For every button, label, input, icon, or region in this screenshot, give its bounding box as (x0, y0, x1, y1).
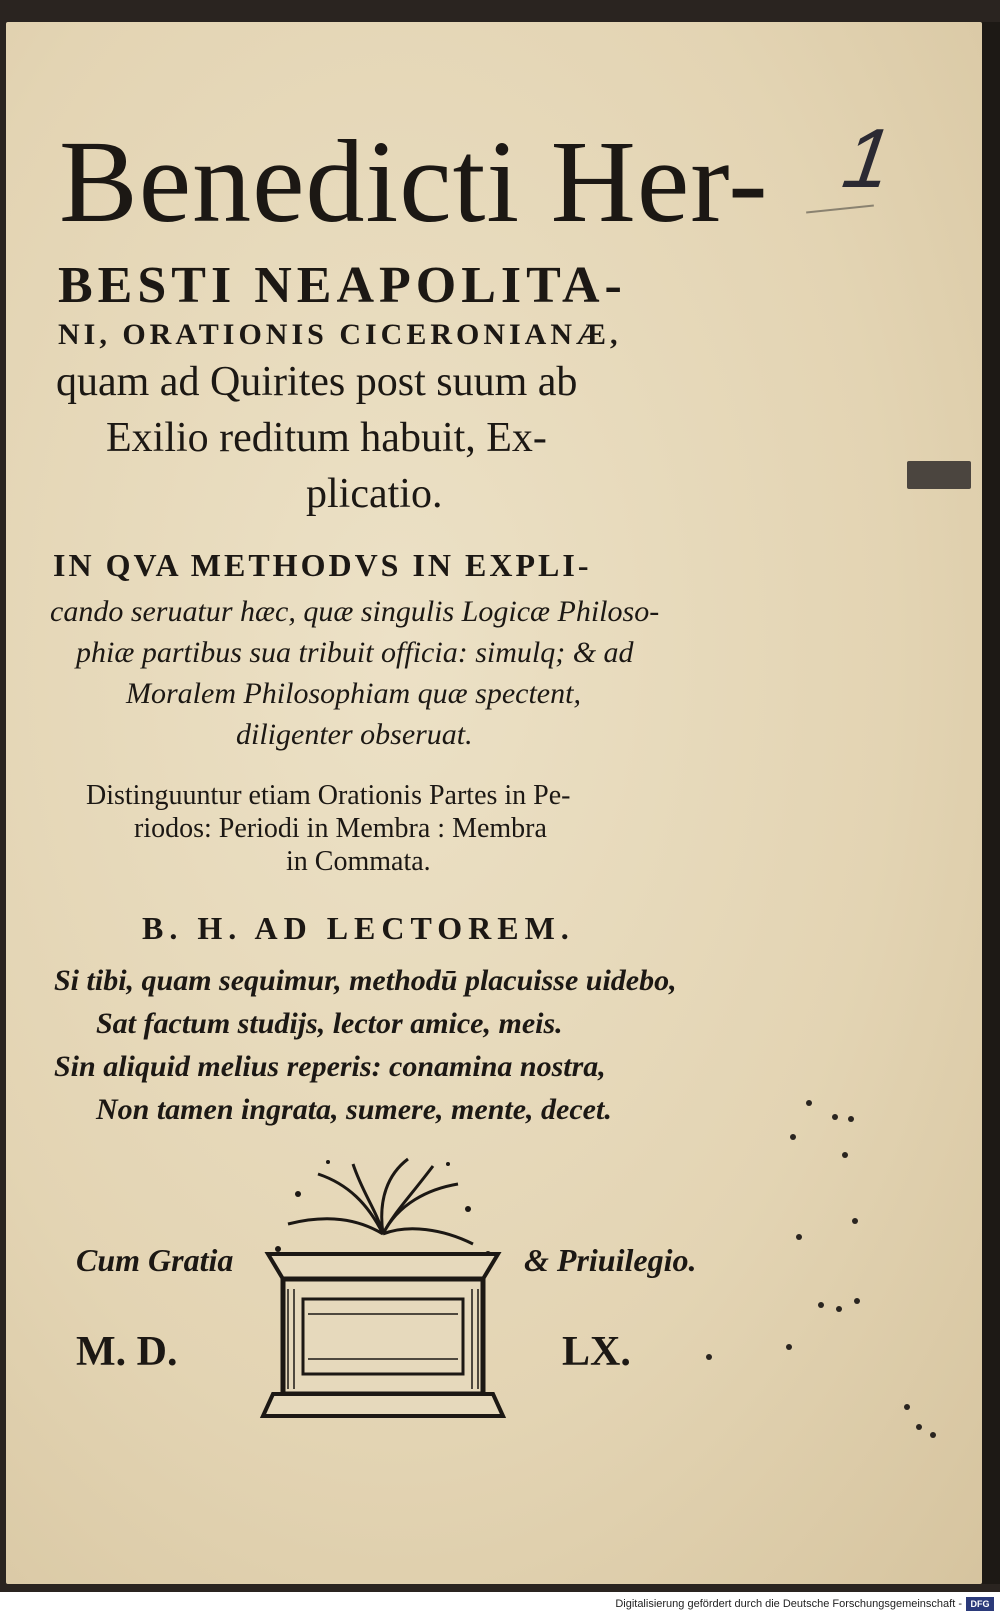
division-line-1: Distinguuntur etiam Orationis Partes in Pe- (86, 780, 571, 811)
verse-line-1: Si tibi, quam sequimur, methodū placuisse uidebo, (54, 964, 677, 997)
title-line-4: quam ad Quirites post suum ab (56, 359, 578, 405)
title-line-2: BESTI NEAPOLITA- (58, 257, 627, 314)
title-line-3: NI, ORATIONIS CICERONIANÆ, (58, 318, 622, 351)
verse-line-4: Non tamen ingrata, sumere, mente, decet. (96, 1093, 612, 1126)
title-line-6: plicatio. (306, 471, 443, 517)
year-left: M. D. (76, 1329, 178, 1375)
method-line-4: Moralem Philosophiam quæ spectent, (126, 677, 581, 710)
division-line-3: in Commata. (286, 846, 431, 877)
method-line-2: cando seruatur hæc, quæ singulis Logicæ Philoso- (50, 595, 660, 628)
verse-line-2: Sat factum studijs, lector amice, meis. (96, 1007, 563, 1040)
title-line-5: Exilio reditum habuit, Ex- (106, 415, 547, 461)
footer-bar (0, 1592, 1000, 1619)
method-line-1: IN QVA METHODVS IN EXPLI- (53, 547, 592, 583)
division-line-2: riodos: Periodi in Membra : Membra (134, 813, 547, 844)
footer-credit: Digitalisierung gefördert durch die Deutsche Forschungsgemeinschaft - (615, 1598, 962, 1610)
book-gutter (982, 22, 1000, 1584)
method-line-5: diligenter obseruat. (236, 718, 473, 751)
title-line-1: Benedicti Her- (59, 116, 769, 247)
year-right: LX. (562, 1329, 631, 1375)
privilege-right: & Priuilegio. (524, 1242, 697, 1278)
privilege-left: Cum Gratia (76, 1242, 234, 1278)
book-page (6, 22, 982, 1584)
page-tab-marker (907, 461, 971, 489)
address-heading: B. H. AD LECTOREM. (142, 910, 575, 946)
printers-device-altar-icon (258, 1154, 508, 1424)
verse-line-3: Sin aliquid melius reperis: conamina nostra, (54, 1050, 606, 1083)
method-line-3: phiæ partibus sua tribuit officia: simulq; & ad (76, 636, 634, 669)
folio-number: 1 (837, 111, 898, 205)
dfg-logo-icon: DFG (966, 1597, 994, 1611)
